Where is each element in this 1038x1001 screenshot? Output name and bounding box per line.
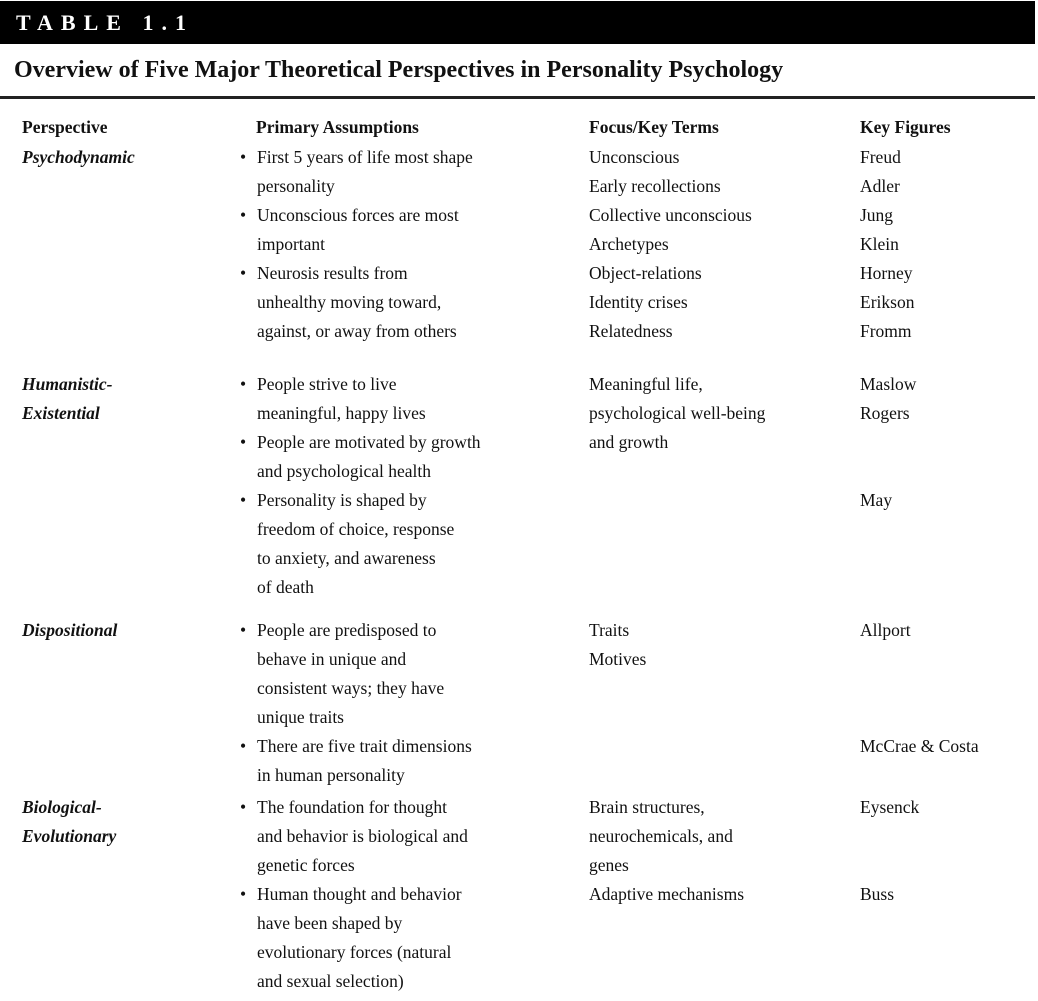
- assumption-text: freedom of choice, response: [257, 519, 455, 539]
- assumption-text: • Human thought and behavior: [257, 884, 462, 904]
- focus-term: Meaningful life,: [589, 374, 703, 394]
- focus-key-terms-cell: [589, 616, 859, 790]
- key-figure: [860, 761, 1038, 790]
- focus-term: and growth: [589, 432, 669, 452]
- assumption-bullet: [240, 732, 580, 790]
- key-figure: [860, 515, 1038, 544]
- focus-term: [589, 515, 859, 544]
- assumption-text: • Personality is shaped by: [257, 490, 427, 510]
- perspective-text: Humanistic-: [22, 374, 113, 394]
- assumption-bullet: [240, 143, 580, 201]
- assumption-text: • People are predisposed to: [257, 620, 437, 640]
- table-label: TABLE 1.1: [16, 10, 194, 35]
- focus-term: Identity crises: [589, 292, 688, 312]
- key-figure: Rogers: [860, 403, 910, 423]
- assumption-bullet: [240, 201, 580, 259]
- focus-term: [589, 732, 859, 761]
- focus-term: [589, 703, 859, 732]
- focus-term: neurochemicals, and: [589, 826, 733, 846]
- assumption-text: important: [257, 234, 326, 254]
- focus-term: Object-relations: [589, 263, 702, 283]
- caption-rule: [0, 96, 1035, 99]
- assumption-bullet: [240, 793, 580, 880]
- assumption-text: and psychological health: [257, 461, 431, 481]
- focus-term: Archetypes: [589, 234, 669, 254]
- key-figures-cell: [860, 616, 1038, 790]
- assumption-text: • People strive to live: [257, 374, 397, 394]
- assumptions-cell: [240, 370, 580, 602]
- key-figure: [860, 645, 1038, 674]
- focus-key-terms-cell: [589, 370, 859, 602]
- key-figure: Horney: [860, 263, 913, 283]
- focus-term: Collective unconscious: [589, 205, 752, 225]
- assumption-text: unhealthy moving toward,: [257, 292, 442, 312]
- focus-term: [589, 674, 859, 703]
- header-focus-key-terms: Focus/Key Terms: [589, 117, 719, 137]
- assumption-bullet: [240, 259, 580, 346]
- assumption-text: of death: [257, 577, 314, 597]
- assumption-text: and behavior is biological and: [257, 826, 468, 846]
- assumption-text: and sexual selection): [257, 971, 404, 991]
- key-figures-cell: [860, 370, 1038, 602]
- focus-key-terms-cell: [589, 143, 859, 346]
- assumption-bullet: [240, 370, 580, 428]
- key-figure: [860, 967, 1038, 996]
- header-key-figures: Key Figures: [860, 117, 951, 137]
- assumption-bullet: [240, 428, 580, 486]
- key-figure: [860, 674, 1038, 703]
- focus-term: genes: [589, 855, 629, 875]
- focus-term: Brain structures,: [589, 797, 705, 817]
- perspective-text: Existential: [22, 403, 100, 423]
- assumptions-cell: [240, 793, 580, 996]
- key-figure: [860, 822, 1038, 851]
- key-figure: [860, 703, 1038, 732]
- key-figure: Buss: [860, 884, 895, 904]
- assumption-text: against, or away from others: [257, 321, 457, 341]
- assumption-text: • Neurosis results from: [257, 263, 408, 283]
- assumption-text: meaningful, happy lives: [257, 403, 426, 423]
- key-figure: Erikson: [860, 292, 915, 312]
- key-figure: McCrae & Costa: [860, 736, 979, 756]
- focus-term: Unconscious: [589, 147, 680, 167]
- assumption-text: evolutionary forces (natural: [257, 942, 452, 962]
- key-figure: [860, 938, 1038, 967]
- perspective-cell: [22, 793, 116, 851]
- header-perspective: Perspective: [22, 117, 108, 137]
- assumption-text: consistent ways; they have: [257, 678, 445, 698]
- focus-term: Traits: [589, 620, 630, 640]
- focus-term: [589, 938, 859, 967]
- table-caption: Overview of Five Major Theoretical Perspectives in Personality Psychology: [14, 57, 784, 83]
- focus-term: [589, 967, 859, 996]
- key-figure: [860, 457, 1038, 486]
- focus-term: [589, 761, 859, 790]
- key-figure: Klein: [860, 234, 899, 254]
- assumptions-cell: [240, 143, 580, 346]
- assumption-text: unique traits: [257, 707, 344, 727]
- header-primary-assumptions: Primary Assumptions: [256, 117, 419, 137]
- focus-term: [589, 457, 859, 486]
- focus-term: [589, 909, 859, 938]
- key-figures-cell: [860, 793, 1038, 996]
- assumption-text: • Unconscious forces are most: [257, 205, 459, 225]
- key-figure: [860, 909, 1038, 938]
- perspective-text: Evolutionary: [22, 826, 117, 846]
- focus-term: [589, 544, 859, 573]
- focus-term: psychological well-being: [589, 403, 766, 423]
- perspective-cell: [22, 370, 112, 428]
- focus-term: Early recollections: [589, 176, 721, 196]
- assumption-text: • People are motivated by growth: [257, 432, 481, 452]
- assumption-text: in human personality: [257, 765, 405, 785]
- key-figure: Fromm: [860, 321, 912, 341]
- assumption-text: behave in unique and: [257, 649, 407, 669]
- key-figure: Jung: [860, 205, 894, 225]
- key-figure: [860, 851, 1038, 880]
- focus-term: [589, 486, 859, 515]
- assumption-text: have been shaped by: [257, 913, 403, 933]
- key-figure: Maslow: [860, 374, 917, 394]
- key-figure: [860, 428, 1038, 457]
- key-figure: Freud: [860, 147, 901, 167]
- assumption-text: to anxiety, and awareness: [257, 548, 436, 568]
- assumption-text: personality: [257, 176, 335, 196]
- key-figure: May: [860, 490, 893, 510]
- table-label-bar: [0, 1, 1035, 44]
- key-figure: Eysenck: [860, 797, 920, 817]
- assumption-text: • First 5 years of life most shape: [257, 147, 473, 167]
- perspective-text: Psychodynamic: [22, 147, 135, 167]
- assumptions-cell: [240, 616, 580, 790]
- assumption-text: • There are five trait dimensions: [257, 736, 472, 756]
- assumption-bullet: [240, 486, 580, 602]
- focus-term: [589, 573, 859, 602]
- key-figure: [860, 544, 1038, 573]
- focus-term: Motives: [589, 649, 647, 669]
- perspective-cell: [22, 616, 117, 645]
- key-figure: Allport: [860, 620, 911, 640]
- assumption-text: genetic forces: [257, 855, 355, 875]
- focus-key-terms-cell: [589, 793, 859, 996]
- key-figures-cell: [860, 143, 1038, 346]
- key-figure: Adler: [860, 176, 900, 196]
- perspective-text: Biological-: [22, 797, 102, 817]
- focus-term: Relatedness: [589, 321, 673, 341]
- key-figure: [860, 573, 1038, 602]
- perspective-cell: [22, 143, 135, 172]
- assumption-bullet: [240, 880, 580, 996]
- assumption-bullet: [240, 616, 580, 732]
- perspective-text: Dispositional: [22, 620, 118, 640]
- focus-term: Adaptive mechanisms: [589, 884, 745, 904]
- assumption-text: • The foundation for thought: [257, 797, 448, 817]
